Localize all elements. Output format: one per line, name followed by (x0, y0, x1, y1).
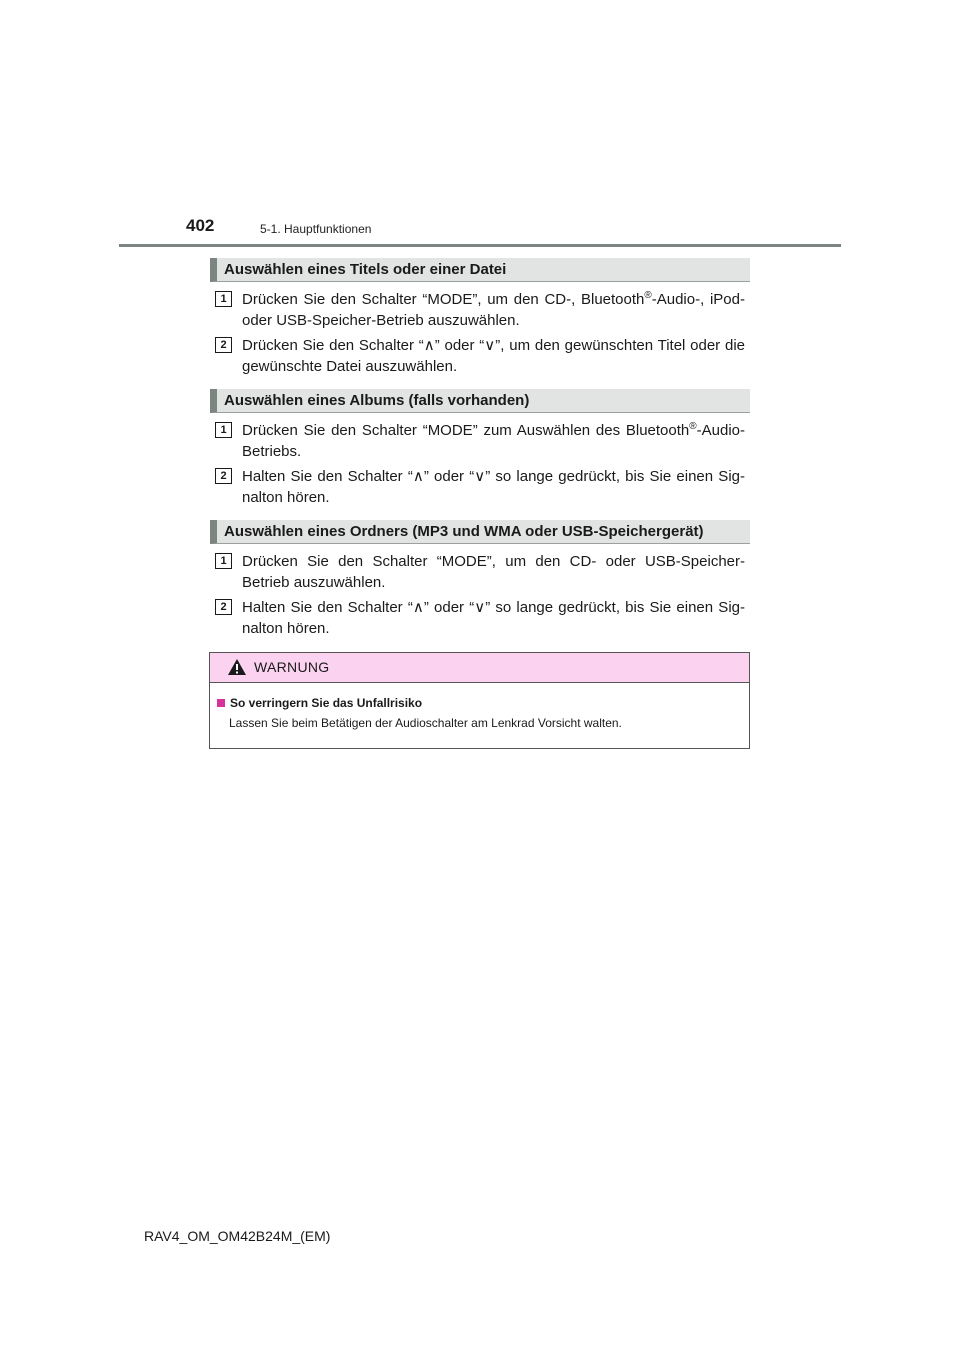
page-number: 402 (186, 216, 215, 235)
warning-triangle-icon (227, 658, 247, 676)
square-bullet-icon (217, 699, 225, 707)
step-text: Drücken Sie den Schalter “MODE” zum Auswählen des Bluetooth®-Audio-Betriebs. (242, 421, 745, 460)
step-text: Halten Sie den Schalter “∧” oder “∨” so lange gedrückt, bis Sie einen Sig-nalton hören. (242, 599, 745, 637)
header-divider (119, 244, 841, 247)
step-text: Halten Sie den Schalter “∧” oder “∨” so lange gedrückt, bis Sie einen Sig-nalton hören. (242, 468, 745, 506)
warning-title: So verringern Sie das Unfallrisiko (217, 696, 422, 710)
step-number: 2 (215, 337, 232, 353)
document-code: RAV4_OM_OM42B24M_(EM) (144, 1228, 331, 1244)
warning-label: WARNUNG (254, 659, 330, 675)
warning-header (210, 653, 749, 683)
step-text: Drücken Sie den Schalter “MODE”, um den CD-, Bluetooth®-Audio-, iPod- oder USB-Speicher-Betrieb auszuwählen. (242, 290, 745, 329)
step-text: Drücken Sie den Schalter “MODE”, um den CD- oder USB-Speicher-Betrieb auszuwählen. (242, 553, 745, 591)
section-heading-ordner (210, 520, 750, 544)
section-title: Auswählen eines Ordners (MP3 und WMA oder USB-Speichergerät) (224, 523, 704, 540)
step-number: 1 (215, 291, 232, 307)
section-heading-album (210, 389, 750, 413)
step-number: 1 (215, 422, 232, 438)
warning-text: Lassen Sie beim Betätigen der Audioschalter am Lenkrad Vorsicht walten. (229, 716, 622, 730)
step-text: Drücken Sie den Schalter “∧” oder “∨”, um den gewünschten Titel oder die gewünschte Datei auszuwählen. (242, 337, 745, 375)
section-title: Auswählen eines Titels oder einer Datei (224, 261, 507, 278)
section-title: Auswählen eines Albums (falls vorhanden) (224, 392, 530, 409)
chapter-title: 5-1. Hauptfunktionen (260, 222, 372, 236)
step-number: 2 (215, 468, 232, 484)
warning-box (209, 652, 750, 749)
step-number: 1 (215, 553, 232, 569)
step-number: 2 (215, 599, 232, 615)
section-heading-titel (210, 258, 750, 282)
